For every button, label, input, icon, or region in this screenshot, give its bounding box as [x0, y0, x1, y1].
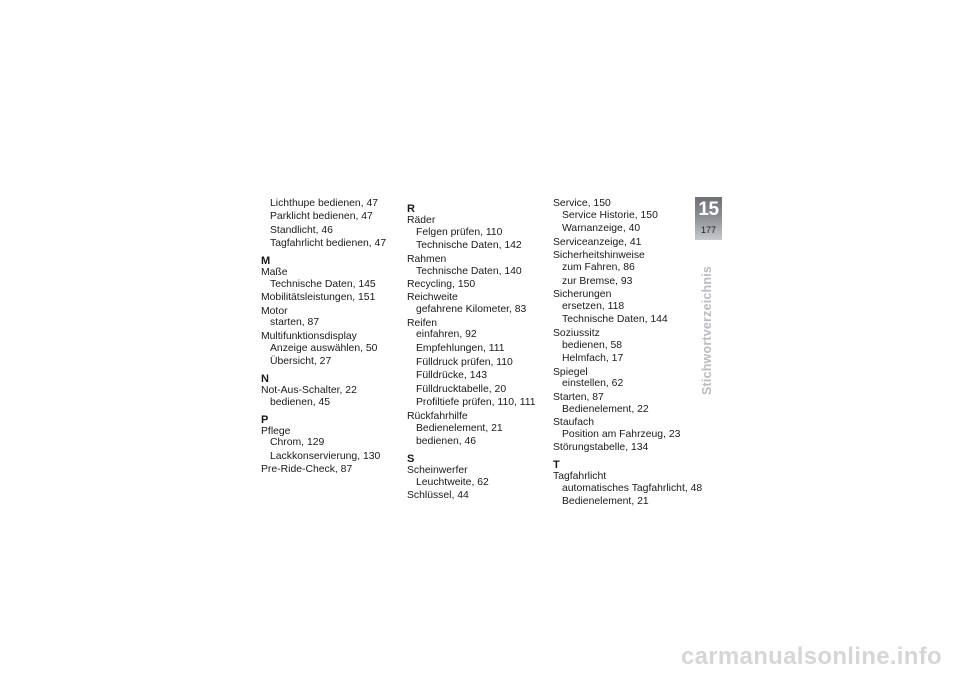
index-entry: [407, 292, 542, 316]
index-entry-sub: Parklicht bedienen, 47: [270, 211, 373, 223]
index-entry: [261, 426, 391, 463]
index-entry-sub: Standlicht, 46: [270, 224, 333, 236]
index-entry-main: Rahmen: [407, 253, 447, 265]
index-entry-sub: zur Bremse, 93: [562, 275, 633, 287]
index-entry-sub: Technische Daten, 145: [270, 278, 376, 290]
index-entry: [407, 465, 542, 489]
index-entry: [553, 250, 693, 287]
index-entry: [407, 411, 542, 448]
index-letter-heading: N: [261, 372, 269, 385]
index-entry-sub: Fülldrücke, 143: [416, 370, 488, 382]
index-entry: [553, 289, 693, 326]
index-entry-sub: Lichthupe bedienen, 47: [270, 198, 379, 209]
index-entry: [261, 211, 391, 223]
index-entry: [553, 442, 693, 454]
index-entry-sub: starten, 87: [270, 317, 320, 329]
index-entry: [407, 279, 542, 291]
index-entry-sub: Fülldruck prüfen, 110: [416, 356, 513, 368]
index-entry-sub: Bedienelement, 21: [416, 422, 503, 434]
index-entry: [553, 470, 703, 508]
index-entry-main: Pflege: [261, 425, 291, 437]
index-letter-heading: M: [261, 254, 271, 267]
index-entry-sub: ersetzen, 118: [562, 300, 625, 312]
index-entry-sub: Warnanzeige, 40: [562, 223, 641, 235]
index-entry-main: Sicherungen: [553, 288, 612, 300]
index-entry-main: Reichweite: [407, 292, 458, 304]
index-entry-main: Schlüssel, 44: [407, 490, 469, 502]
index-entry: [553, 367, 693, 391]
index-entry-sub: Bedienelement, 21: [562, 496, 649, 508]
index-entry-sub: einstellen, 62: [562, 378, 624, 390]
index-entry-sub: Service Historie, 150: [562, 209, 658, 221]
index-entry-sub: Lackkonservierung, 130: [270, 450, 381, 462]
index-entry-sub: automatisches Tagfahrlicht, 48: [562, 482, 703, 494]
index-entry-main: Service, 150: [553, 198, 611, 209]
index-entry: [261, 198, 391, 210]
index-entry-main: Serviceanzeige, 41: [553, 236, 642, 248]
index-entry: [261, 306, 391, 330]
index-entry-sub: Chrom, 129: [270, 437, 325, 449]
index-column-2: [407, 198, 542, 503]
index-entry-sub: Helmfach, 17: [562, 353, 624, 365]
index-column-3: [553, 198, 703, 510]
index-entry-main: Rückfahrhilfe: [407, 410, 468, 422]
index-column-1: [261, 198, 391, 478]
index-entry: [407, 254, 542, 278]
index-entry-main: Staufach: [553, 416, 595, 428]
index-letter-heading: R: [407, 203, 415, 215]
index-entry-sub: Position am Fahrzeug, 23: [562, 428, 681, 440]
index-entry-sub: Technische Daten, 144: [562, 314, 668, 326]
index-entry-sub: Empfehlungen, 111: [416, 342, 505, 354]
index-entry-main: Maße: [261, 266, 288, 278]
index-entry: [553, 417, 693, 441]
index-entry: [261, 292, 391, 304]
index-entry-sub: Leuchtweite, 62: [416, 476, 489, 488]
index-entry-main: Tagfahrlicht: [553, 470, 607, 482]
index-entry: [553, 328, 693, 365]
index-entry-sub: Anzeige auswählen, 50: [270, 342, 378, 354]
index-entry-main: Mobilitätsleistungen, 151: [261, 292, 376, 304]
index-entry-sub: Übersicht, 27: [270, 356, 332, 368]
index-entry-main: Not-Aus-Schalter, 22: [261, 384, 357, 396]
index-entry-main: Scheinwerfer: [407, 464, 468, 476]
index-entry: [553, 198, 693, 235]
index-entry: [407, 490, 542, 502]
index-entry-main: Reifen: [407, 317, 438, 329]
chapter-number: 15: [698, 199, 719, 220]
index-entry: [553, 392, 693, 416]
index-entry-main: Multifunktionsdisplay: [261, 330, 357, 342]
index-entry-main: Störungstabelle, 134: [553, 442, 649, 454]
index-letter-heading: P: [261, 413, 269, 426]
page-number: 177: [700, 225, 717, 235]
index-entry-sub: bedienen, 45: [270, 396, 331, 408]
index-entry-sub: bedienen, 58: [562, 339, 623, 351]
index-entry-sub: Fülldrucktabelle, 20: [416, 383, 507, 395]
index-entry: [261, 225, 391, 237]
index-entry-sub: Felgen prüfen, 110: [416, 226, 503, 238]
index-entry: [261, 267, 391, 291]
index-entry-sub: zum Fahren, 86: [562, 261, 635, 273]
index-entry-sub: gefahrene Kilometer, 83: [416, 304, 527, 316]
index-entry: [261, 385, 391, 409]
index-entry: [261, 464, 391, 476]
index-entry-sub: einfahren, 92: [416, 329, 477, 341]
index-entry-main: Motor: [261, 305, 288, 317]
index-entry-sub: Bedienelement, 22: [562, 403, 649, 415]
watermark: carmanualsonline.info: [680, 643, 942, 670]
index-letter-heading: S: [407, 452, 415, 465]
index-entry-sub: Technische Daten, 142: [416, 240, 522, 252]
index-entry: [261, 331, 391, 368]
index-entry-main: Räder: [407, 215, 436, 226]
index-letter-heading: T: [553, 458, 560, 471]
index-entry: [261, 238, 391, 250]
index-entry-main: Sicherheitshinweise: [553, 250, 645, 262]
index-entry-sub: Technische Daten, 140: [416, 265, 522, 277]
index-entry-sub: Tagfahrlicht bedienen, 47: [270, 238, 387, 250]
index-entry-main: Pre-Ride-Check, 87: [261, 464, 353, 476]
index-entry-main: Starten, 87: [553, 391, 604, 403]
index-entry-main: Spiegel: [553, 366, 588, 378]
index-entry-sub: bedienen, 46: [416, 436, 477, 448]
section-title: Stichwortverzeichnis: [700, 265, 714, 395]
chapter-tab: [695, 197, 722, 240]
index-entry-main: Recycling, 150: [407, 278, 476, 290]
index-entry-sub: Profiltiefe prüfen, 110, 111: [416, 397, 536, 409]
index-entry: [407, 215, 542, 252]
index-entry: [407, 318, 542, 410]
index-entry-main: Soziussitz: [553, 327, 600, 339]
index-entry: [553, 237, 693, 249]
